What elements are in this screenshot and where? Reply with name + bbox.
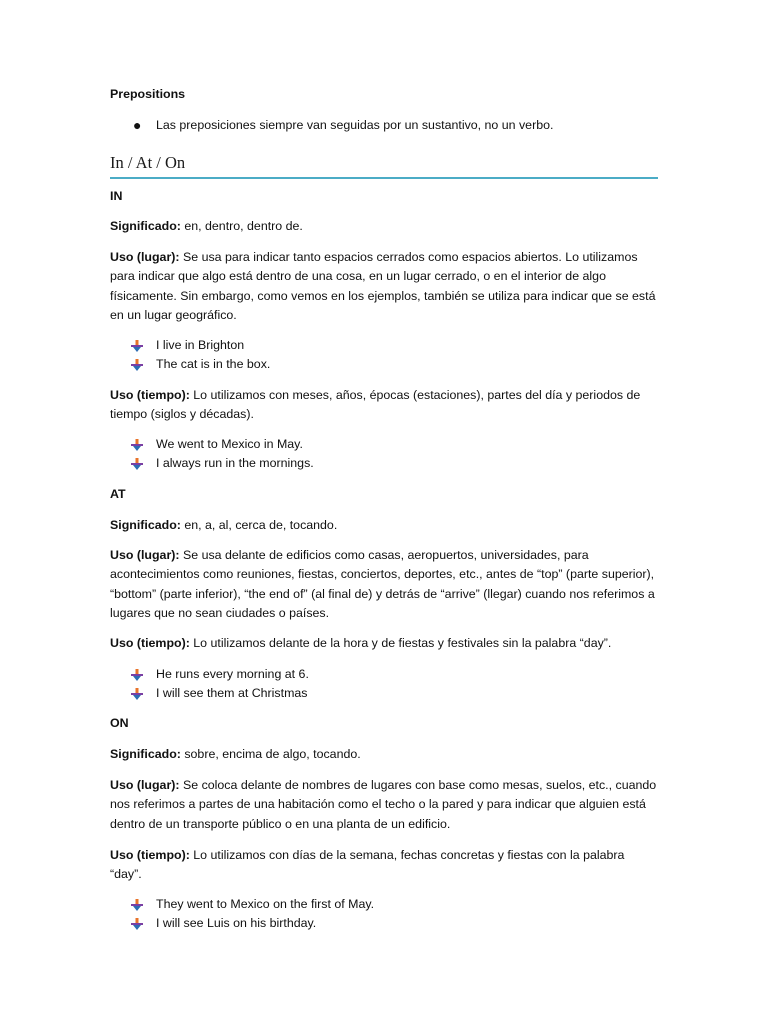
in-tiempo-label: Uso (tiempo): — [110, 388, 190, 402]
at-sig-label: Significado: — [110, 518, 181, 532]
in-sig-label: Significado: — [110, 219, 181, 233]
list-item — [130, 914, 650, 933]
in-lugar-examples — [130, 336, 650, 375]
example-text: They went to Mexico on the first of May. — [156, 897, 375, 911]
on-uso-lugar — [110, 776, 658, 834]
list-item — [130, 665, 650, 684]
example-text: The cat is in the box. — [156, 357, 271, 372]
doc-title: Prepositions — [110, 87, 186, 101]
heading-rule — [110, 177, 658, 179]
bullet-dot-icon: ● — [133, 117, 142, 133]
arrow-bullet-icon — [130, 917, 144, 931]
arrow-bullet-icon — [130, 687, 144, 701]
on-sig-text: sobre, encima de algo, tocando. — [180, 747, 361, 761]
at-label: AT — [110, 487, 126, 501]
section-heading: In / At / On — [110, 153, 186, 172]
arrow-bullet-icon — [130, 457, 144, 471]
on-uso-tiempo — [110, 846, 658, 885]
list-item — [130, 454, 650, 473]
at-sig-text: en, a, al, cerca de, tocando. — [180, 518, 338, 532]
at-tiempo-examples — [130, 665, 650, 704]
list-item — [130, 355, 650, 374]
at-lugar-text: Se usa delante de edificios como casas, aeropuertos, universidades, para acontecimientos como reuniones, fiestas, conciertos, deportes, etc., antes de “top” (parte superior), “bottom” (parte inferior), “the end of” (al final de) y detrás de “arrive” (llegar) cuando nos referimos a lugares que no sean ciudades o países. — [110, 548, 655, 621]
list-item — [130, 684, 650, 703]
arrow-bullet-icon — [130, 339, 144, 353]
example-text: He runs every morning at 6. — [156, 667, 309, 681]
example-text: I will see them at Christmas — [156, 686, 308, 701]
on-label: ON — [110, 716, 129, 730]
in-uso-lugar — [110, 248, 658, 326]
example-text: I live in Brighton — [156, 338, 245, 352]
at-lugar-label: Uso (lugar): — [110, 548, 180, 562]
at-uso-tiempo — [110, 634, 658, 653]
at-uso-lugar — [110, 546, 658, 624]
at-tiempo-label: Uso (tiempo): — [110, 636, 190, 650]
example-text: We went to Mexico in May. — [156, 437, 303, 451]
at-tiempo-text: Lo utilizamos delante de la hora y de fiestas y festivales sin la palabra “day”. — [189, 636, 612, 650]
example-text: I always run in the mornings. — [156, 456, 314, 471]
in-tiempo-text: Lo utilizamos con meses, años, épocas (estaciones), partes del día y periodos de tiempo (siglos y décadas). — [110, 388, 641, 422]
on-significado — [110, 745, 658, 764]
arrow-bullet-icon — [130, 358, 144, 372]
list-item — [130, 435, 650, 454]
arrow-bullet-icon — [130, 438, 144, 452]
on-sig-label: Significado: — [110, 747, 181, 761]
arrow-bullet-icon — [130, 898, 144, 912]
in-tiempo-examples — [130, 435, 650, 474]
on-lugar-label: Uso (lugar): — [110, 778, 180, 792]
list-item — [130, 895, 650, 914]
list-item — [130, 336, 650, 355]
in-significado — [110, 217, 658, 236]
in-label: IN — [110, 189, 123, 203]
intro-bullet-text: Las preposiciones siempre van seguidas por un sustantivo, no un verbo. — [156, 118, 554, 132]
example-text: I will see Luis on his birthday. — [156, 916, 317, 931]
in-lugar-label: Uso (lugar): — [110, 250, 180, 264]
in-lugar-text: Se usa para indicar tanto espacios cerrados como espacios abiertos. Lo utilizamos para indicar que algo está dentro de una cosa, en un lugar cerrado, o en el interior de algo físicamente. Sin embargo, como vemos en los ejemplos, también se utiliza para indicar que se está en un lugar geográfico. — [110, 250, 656, 323]
arrow-bullet-icon — [130, 668, 144, 682]
at-significado — [110, 516, 658, 535]
on-lugar-text: Se coloca delante de nombres de lugares con base como mesas, suelos, etc., cuando nos referimos a partes de una habitación como el techo o la pared y para indicar que alguien está dentro de un transporte público o en una planta de un edificio. — [110, 778, 657, 831]
on-tiempo-text: Lo utilizamos con días de la semana, fechas concretas y fiestas con la palabra “day”. — [110, 848, 625, 882]
on-tiempo-label: Uso (tiempo): — [110, 848, 190, 862]
in-uso-tiempo — [110, 386, 658, 425]
intro-bullet — [133, 116, 656, 135]
in-sig-text: en, dentro, dentro de. — [180, 219, 303, 233]
on-tiempo-examples — [130, 895, 650, 934]
